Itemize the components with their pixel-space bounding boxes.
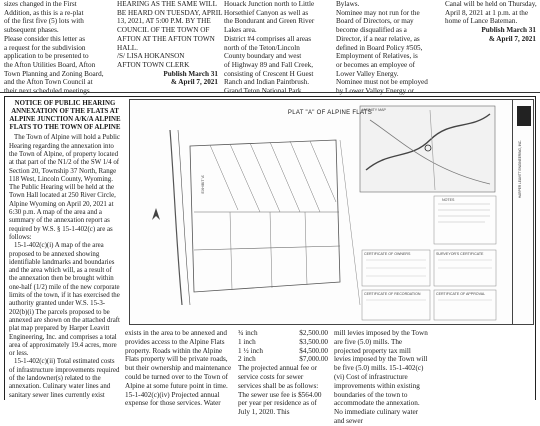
text-line: or becomes an employee of bbox=[336, 60, 416, 69]
fee-size: 1 inch bbox=[238, 337, 256, 346]
text-line: a request for the subdivision bbox=[4, 43, 86, 52]
plat-title-block bbox=[512, 100, 535, 324]
plat-exhibit-label: EXHIBIT 'A' bbox=[201, 174, 206, 194]
fee-row bbox=[238, 338, 328, 347]
text-line: Bylaws. bbox=[336, 0, 360, 8]
notes-box bbox=[434, 196, 496, 244]
text-line: /S/ LISA HOKANSON bbox=[117, 52, 185, 61]
text-line: subsequent phases. bbox=[4, 26, 59, 35]
text-line: home of Lance Bateman. bbox=[445, 17, 518, 26]
parcel-boundary bbox=[190, 140, 340, 292]
notice-paragraph: mill levies imposed by the Town are five (5.0) mills. The projected property tax mill levies imposed by the Town will be five (5.0) mills. 15-1-402(c)(vi) Cost of infrastructure improvements within existing boundaries of the town to accommodate the annexation. No immediate culinary water and sewer bbox=[334, 329, 428, 425]
fee-row bbox=[238, 347, 328, 356]
text-line: 13, 2021, AT 5:00 P.M. BY THE bbox=[117, 17, 211, 26]
text-line: Houack Junction north to Little bbox=[224, 0, 315, 8]
notice-paragraph: The projected annual fee or service costs for sewer services shall be as follows: The sewer use fee is $564.00 per year per residence as of July 1, 2020. This bbox=[238, 364, 322, 417]
publish-date: & April 7, 2021 bbox=[170, 78, 218, 87]
text-line: the Bondurant and Green River bbox=[224, 17, 315, 26]
text-line: Ranch and Indian Paintbrush. bbox=[224, 78, 310, 87]
text-line: Board of Directors, or may bbox=[336, 17, 414, 26]
text-line: become disqualified as a bbox=[336, 26, 407, 35]
fee-row bbox=[238, 329, 328, 338]
notice-column-fees bbox=[238, 329, 328, 417]
legal-notice-afton-hearing bbox=[117, 0, 223, 87]
north-arrow-icon bbox=[152, 208, 160, 220]
text-line: Horsethief Canyon as well as bbox=[224, 8, 309, 17]
text-line: Canal will be held on Thursday, bbox=[445, 0, 537, 8]
section-divider bbox=[0, 92, 540, 93]
plat-notes-label: NOTES bbox=[442, 198, 455, 202]
text-line: April 8, 2021 at 1 p.m. at the bbox=[445, 8, 529, 17]
text-line: Lower Valley Energy. bbox=[336, 69, 399, 78]
fee-amount: $4,500.00 bbox=[299, 346, 328, 355]
plat-map bbox=[129, 99, 534, 325]
legal-notice-lower-valley-energy bbox=[336, 0, 440, 87]
text-line: of Highway 89 and Fall Creek, bbox=[224, 60, 314, 69]
plat-certificate-recordation: CERTIFICATE OF RECORDATION bbox=[364, 292, 421, 296]
text-line: the Afton Utilities Board, Afton bbox=[4, 60, 96, 69]
notice-body bbox=[9, 100, 121, 400]
text-line: north of the Teton/Lincoln bbox=[224, 43, 300, 52]
text-line: Nominee must not be employed bbox=[336, 78, 428, 87]
plat-title: PLAT "A" OF ALPINE FLATS bbox=[287, 110, 373, 116]
notice-paragraph: 15-1-402(c)(i) A map of the area proposed to be annexed showing identifiable landmarks and boundaries and the area which will, as a result of the annexation then be brought within one-half (1/2) mile of the new corporate limits of the town, if it has exercised the authority granted under W.S. 15-3-202(b)(i) The parcels proposed to be annexed are shown on the attached draft plat map prepared by Harper Leavitt Engineering, Inc. and comprises a total area of approximately 19.4 acres, more or less. bbox=[9, 242, 120, 358]
text-line: County boundary and west bbox=[224, 52, 302, 61]
notice-paragraph: exists in the area to be annexed and provides access to the Alpine Flats property. Roads within the Alpine Flats property will be private roads, but their ownership and maintenance could be turned over to the Town of Alpine at some future point in time. 15-1-402(c)(iv) Projected annual expense for those services. Water bbox=[125, 329, 232, 408]
text-line: COUNCIL OF THE TOWN OF bbox=[117, 26, 210, 35]
text-line: Nominee may not run for the bbox=[336, 8, 420, 17]
notice-paragraph: 15-1-402(c)(ii) Total estimated costs of infrastructure improvements required of the landowner(s) related to the annexation. Culinary water lines and sanitary sewer lines currently exist bbox=[9, 358, 120, 399]
fee-amount: $3,500.00 bbox=[299, 337, 328, 346]
text-line: sizes changed in the First bbox=[4, 0, 77, 8]
fee-size: 2 inch bbox=[238, 355, 256, 364]
plat-vicinity-label: VICINITY MAP bbox=[362, 108, 386, 112]
fee-size: 1 ½ inch bbox=[238, 346, 263, 355]
plat-surveyor-certificate: SURVEYOR'S CERTIFICATE bbox=[436, 252, 484, 256]
notice-title: NOTICE OF PUBLIC HEARING ANNEXATION OF THE FLATS AT ALPINE JUNCTION A/K/A ALPINE FLATS TO THE TOWN OF ALPINE bbox=[9, 100, 121, 132]
text-line: AFTON TOWN CLERK bbox=[117, 60, 190, 69]
text-line: application to be presented to bbox=[4, 52, 89, 61]
text-line: Director, if a near relative, as bbox=[336, 34, 420, 43]
publish-date: Publish March 31 bbox=[163, 69, 218, 78]
fee-amount: $2,500.00 bbox=[299, 329, 328, 337]
text-line: Addition, as this is a re-plat bbox=[4, 8, 84, 17]
text-line: District #4 comprises all areas bbox=[224, 34, 312, 43]
text-line: and the Afton Town Council at bbox=[4, 78, 93, 87]
text-line: Please consider this letter as bbox=[4, 34, 86, 43]
publish-date: & April 7, 2021 bbox=[488, 34, 536, 43]
publish-date: Publish March 31 bbox=[481, 26, 536, 35]
fee-amount: $7,000.00 bbox=[299, 355, 328, 364]
fee-row bbox=[238, 355, 328, 364]
notice-column-services bbox=[125, 329, 232, 408]
legal-notice-afton-subdivision bbox=[4, 0, 112, 87]
text-line: Town Planning and Zoning Board, bbox=[4, 69, 104, 78]
legal-notice-districts bbox=[224, 0, 328, 87]
text-line: HALL. bbox=[117, 43, 138, 52]
text-line: BE HEARD ON TUESDAY, APRIL bbox=[117, 8, 223, 17]
text-line: Lakes area. bbox=[224, 26, 257, 35]
plat-certificate-owners: CERTIFICATE OF OWNERS bbox=[364, 252, 411, 256]
vicinity-map bbox=[360, 106, 495, 192]
notice-paragraph: The Town of Alpine will hold a Public Hearing regarding the annexation into the Town of Alpine, of property located at that part of the N1/2 of the SW 1/4 of Section 20, Township 37 North, Range 118 West, Lincoln County, Wyoming. The Public Hearing will be held at the Town Hall located at 250 River Circle, Alpine Wyoming on April 20, 2021 at 6:30 p.m. A map of the area and a summary of the annexation report as required by W.S. § 15-1-402(c) are as follows: bbox=[9, 134, 120, 241]
text-line: Employment of Relatives, is bbox=[336, 52, 418, 61]
text-line: of the first five (5) lots with bbox=[4, 17, 84, 26]
legal-notice-canal-meeting bbox=[445, 0, 536, 82]
plat-certificate-approval: CERTIFICATE OF APPROVAL bbox=[436, 292, 486, 296]
annexation-notice bbox=[4, 96, 536, 425]
text-line: consisting of Crescent H Guest bbox=[224, 69, 314, 78]
fee-size: ¾ inch bbox=[238, 329, 258, 337]
text-line: defined in Board Policy #505, bbox=[336, 43, 423, 52]
title-block-text: HARPER LEAVITT ENGINEERING, INC. bbox=[518, 140, 522, 199]
text-line: AFTON AT THE AFTON TOWN bbox=[117, 34, 215, 43]
notice-column-mill-levies bbox=[334, 329, 429, 425]
text-line: HEARING AS THE SAME WILL bbox=[117, 0, 217, 8]
